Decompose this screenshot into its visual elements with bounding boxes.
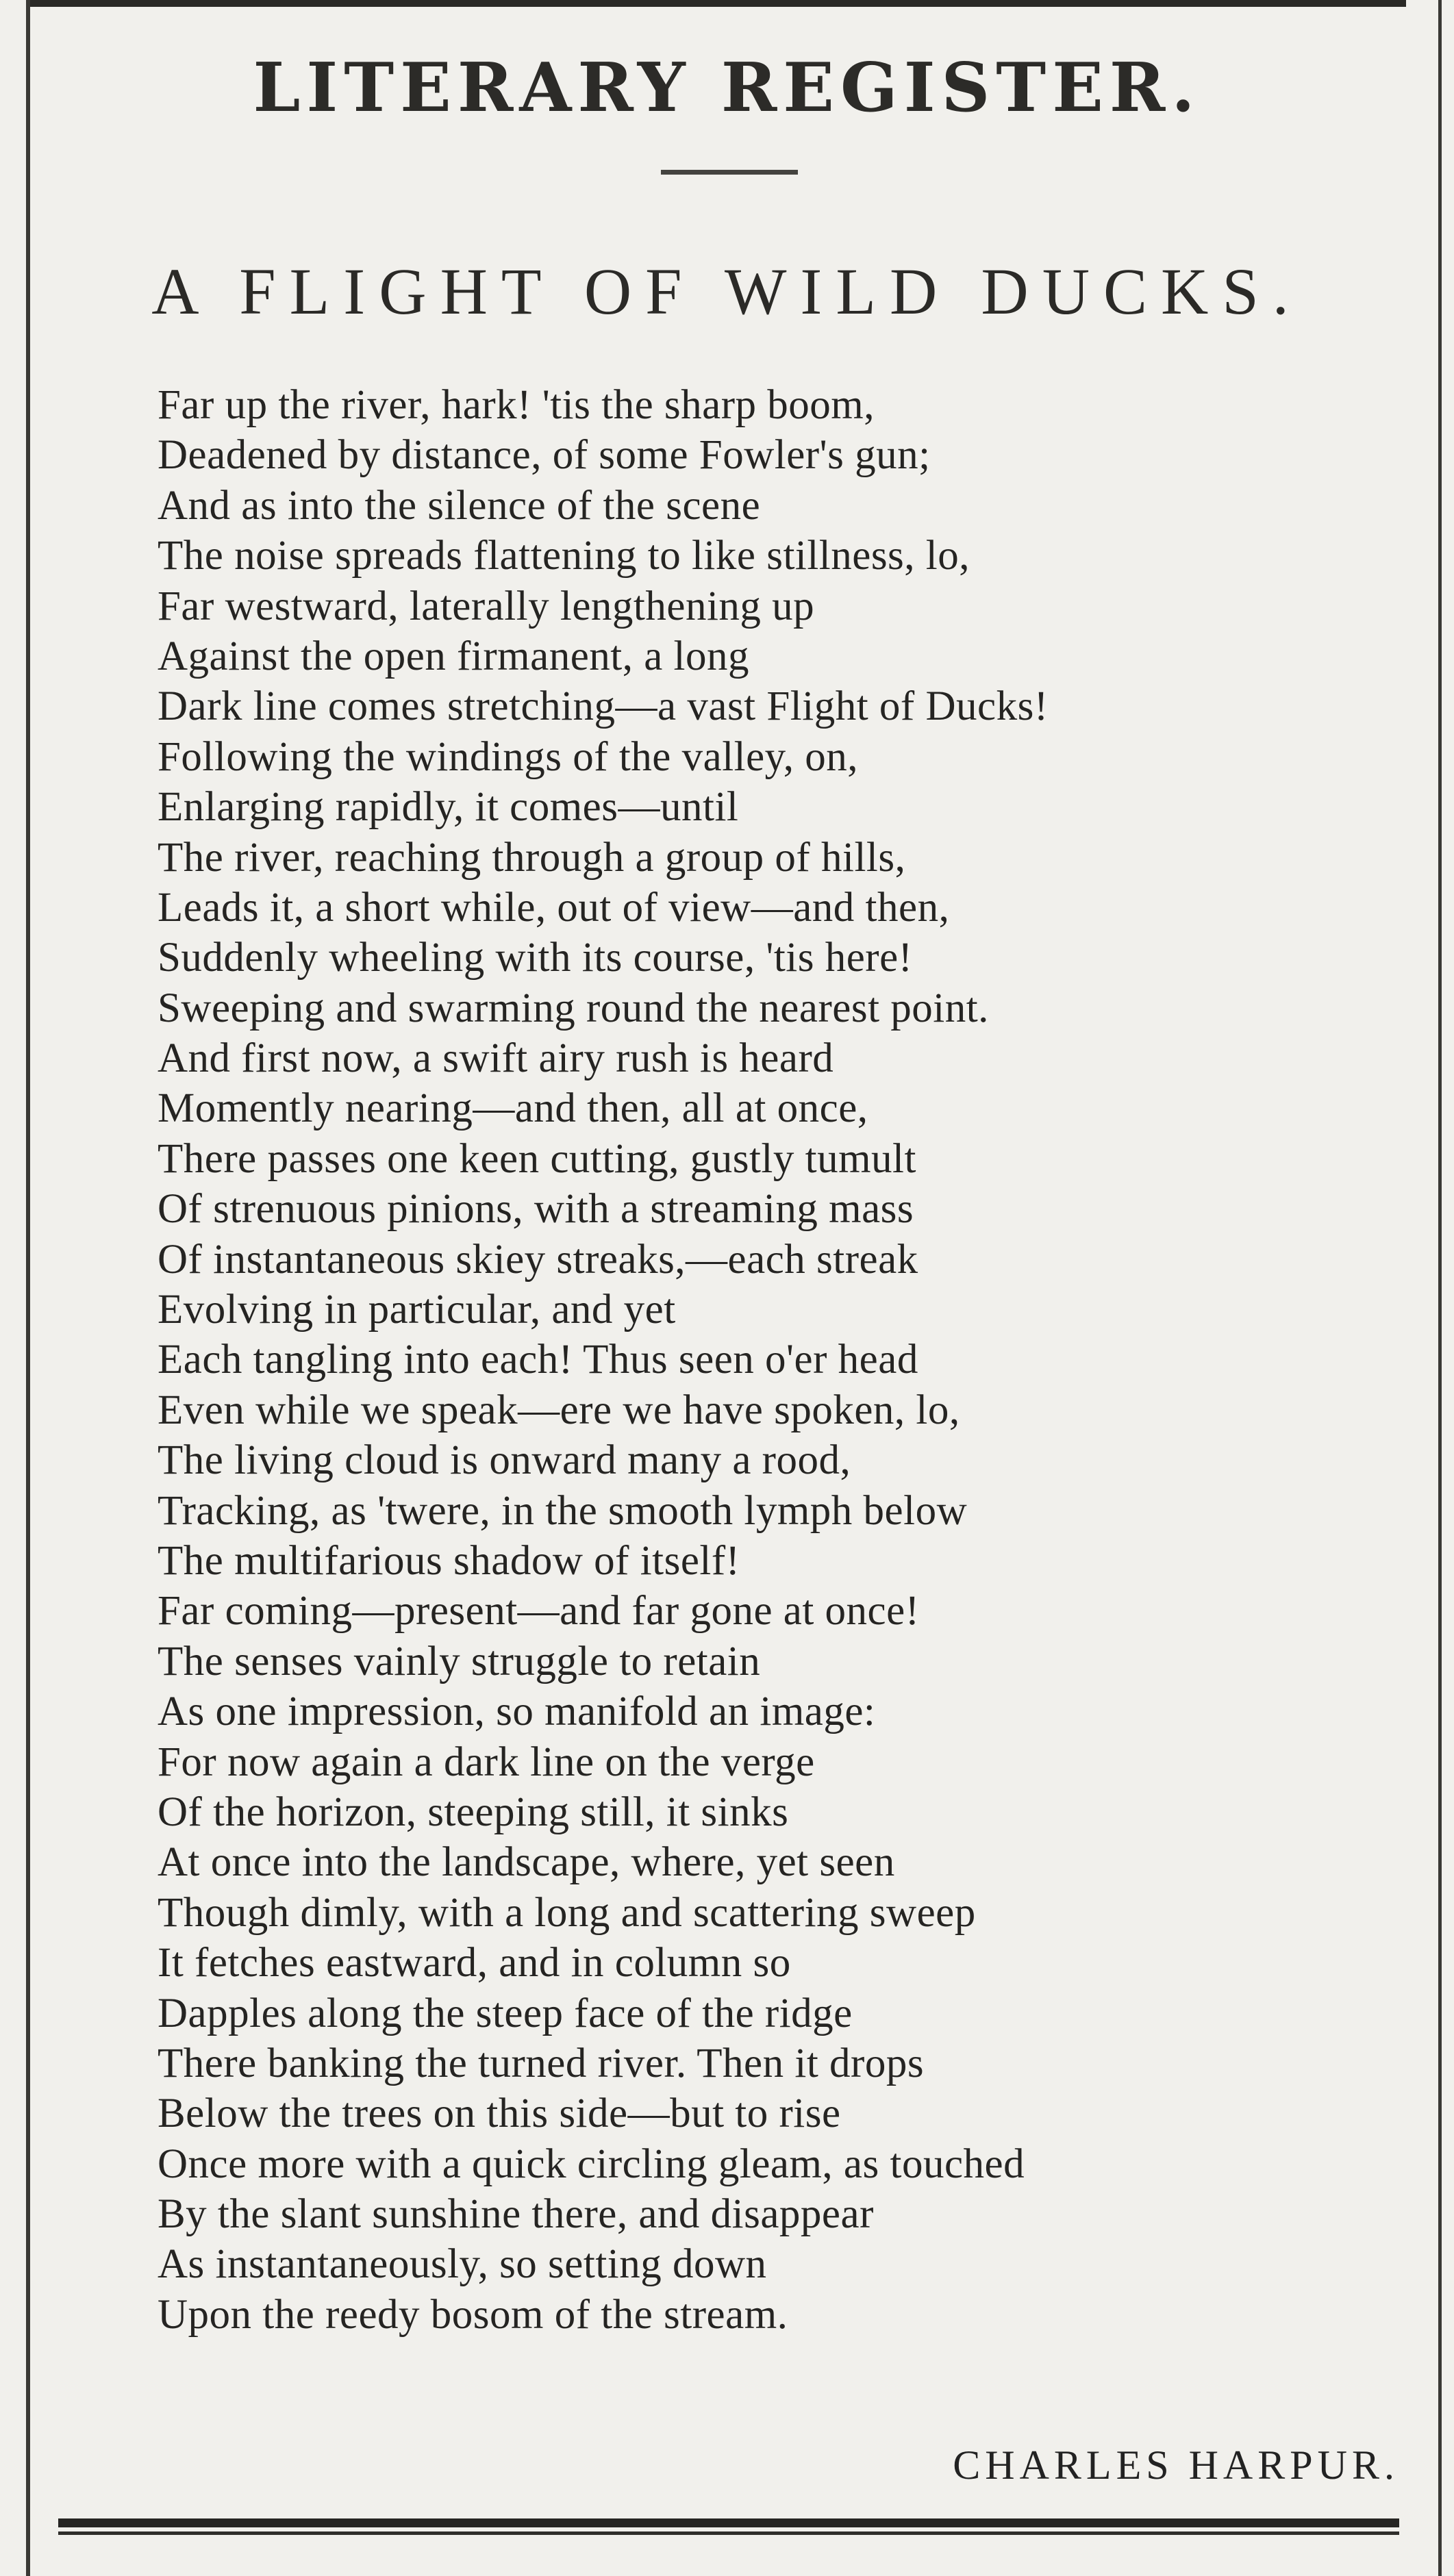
poem-line: Evolving in particular, and yet [158,1287,676,1333]
poem-line: Though dimly, with a long and scattering sweep [158,1889,976,1936]
poem-line: The river, reaching through a group of hills, [158,834,906,881]
poem-body [158,380,1418,2340]
poem-line: Upon the reedy bosom of the stream. [158,2291,788,2338]
poem-line: Against the open firmanent, a long [158,633,750,679]
poem-line: As instantaneously, so setting down [158,2241,767,2288]
poem-line: It fetches eastward, and in column so [158,1940,791,1986]
poem-line: Momently nearing—and then, all at once, [158,1085,868,1132]
poem-line: Dapples along the steep face of the ridge [158,1990,853,2036]
poem-line: Enlarging rapidly, it comes—until [158,784,739,831]
poem-line: Leads it, a short while, out of view—and then, [158,884,950,931]
heading-divider [661,170,798,175]
poem-line: Of instantaneous skiey streaks,—each streak [158,1236,918,1283]
poem-line: As one impression, so manifold an image: [158,1689,876,1735]
poem-line: The senses vainly struggle to retain [158,1638,761,1684]
poem-line: The multifarious shadow of itself! [158,1537,740,1584]
poem-line: Once more with a quick circling gleam, as touched [158,2141,1025,2187]
section-heading: LITERARY REGISTER. [253,49,1201,127]
left-column-rule [26,0,30,2576]
top-border-rule [26,0,1406,7]
poem-line: Far coming—present—and far gone at once! [158,1588,920,1634]
poem-line: Suddenly wheeling with its course, 'tis here! [158,935,913,981]
bottom-rule-thick [58,2518,1399,2527]
poem-line: The noise spreads flattening to like stillness, lo, [158,533,970,579]
poem-line: Of the horizon, steeping still, it sinks [158,1789,789,1835]
poem-line: Below the trees on this side—but to rise [158,2091,841,2137]
poem-line: Following the windings of the valley, on, [158,733,858,780]
poem-line: Far westward, laterally lengthening up [158,583,815,629]
author-signature: CHARLES HARPUR. [953,2442,1399,2488]
poem-line: Far up the river, hark! 'tis the sharp boom, [158,382,875,428]
poem-line: And as into the silence of the scene [158,482,761,529]
poem-line: Of strenuous pinions, with a streaming mass [158,1186,914,1233]
right-column-rule [1438,0,1442,2576]
poem-title: A FLIGHT OF WILD DUCKS. [151,255,1303,328]
poem-line: Sweeping and swarming round the nearest point. [158,985,989,1031]
poem-line: By the slant sunshine there, and disappear [158,2191,874,2238]
poem-line: The living cloud is onward many a rood, [158,1437,851,1484]
poem-line: And first now, a swift airy rush is heard [158,1035,834,1082]
bottom-rule-thin [58,2531,1399,2535]
poem-line: There passes one keen cutting, gustly tumult [158,1135,916,1182]
poem-line: At once into the landscape, where, yet seen [158,1839,895,1886]
poem-line: For now again a dark line on the verge [158,1739,815,1785]
poem-line: There banking the turned river. Then it drops [158,2040,925,2086]
poem-line: Each tangling into each! Thus seen o'er head [158,1337,918,1383]
poem-line: Deadened by distance, of some Fowler's gun; [158,432,931,479]
poem-line: Tracking, as 'twere, in the smooth lymph below [158,1487,968,1534]
poem-line: Even while we speak—ere we have spoken, lo, [158,1387,960,1433]
poem-line: Dark line comes stretching—a vast Flight of Ducks! [158,683,1049,730]
